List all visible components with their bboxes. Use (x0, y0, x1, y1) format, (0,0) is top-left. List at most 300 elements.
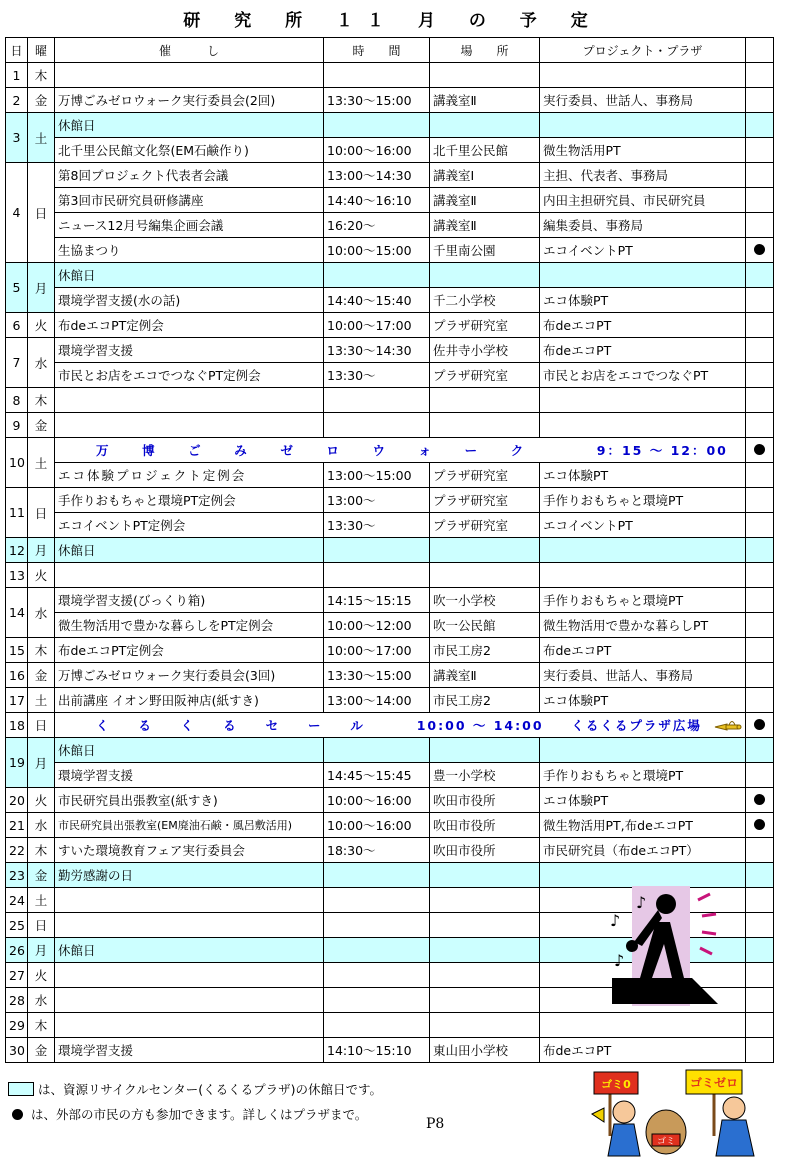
table-row (6, 438, 774, 463)
event-cell: 環境学習支援 (55, 338, 324, 363)
mark-cell (746, 738, 774, 763)
place-cell (430, 538, 540, 563)
banner-time: 10:00 ～ 14:00 (416, 718, 544, 733)
mark-cell (746, 63, 774, 88)
table-row (6, 538, 774, 563)
table-row (6, 88, 774, 113)
header-time: 時 間 (324, 38, 430, 63)
place-cell: 講義室Ⅱ (430, 213, 540, 238)
header-place: 場 所 (430, 38, 540, 63)
banner-char: セ (265, 718, 281, 733)
time-cell: 10:00～17:00 (324, 313, 430, 338)
mark-cell (746, 338, 774, 363)
project-cell: 内田主担研究員、市民研究員 (540, 188, 746, 213)
header-project: プロジェクト・プラザ (540, 38, 746, 63)
table-row (6, 788, 774, 813)
banner-char: く (96, 718, 111, 733)
table-row (6, 188, 774, 213)
place-cell: 講義室Ⅱ (430, 188, 540, 213)
event-cell (55, 413, 324, 438)
table-row (6, 663, 774, 688)
time-cell (324, 113, 430, 138)
time-cell (324, 963, 430, 988)
weekday-cell: 月 (28, 738, 55, 788)
event-cell: 生協まつり (55, 238, 324, 263)
table-row (6, 638, 774, 663)
banner-char: 万 (96, 443, 111, 458)
banner-char: ー (307, 718, 323, 733)
mark-cell (746, 613, 774, 638)
event-cell: 休館日 (55, 738, 324, 763)
place-cell: プラザ研究室 (430, 488, 540, 513)
place-cell (430, 888, 540, 913)
project-cell (540, 738, 746, 763)
mark-cell (746, 913, 774, 938)
event-cell: 環境学習支援 (55, 1038, 324, 1063)
time-cell (324, 863, 430, 888)
weekday-cell: 水 (28, 988, 55, 1013)
table-row (6, 263, 774, 288)
place-cell: 吹田市役所 (430, 788, 540, 813)
project-cell: 布deエコPT (540, 338, 746, 363)
weekday-cell: 日 (28, 913, 55, 938)
event-cell: 勤労感謝の日 (55, 863, 324, 888)
time-cell (324, 888, 430, 913)
time-cell: 13:00～14:30 (324, 163, 430, 188)
project-cell: 微生物活用PT,布deエコPT (540, 813, 746, 838)
event-cell: エコ体験プロジェクト定例会 (55, 463, 324, 488)
banner-char: る (223, 718, 238, 733)
day-cell: 11 (6, 488, 28, 538)
page-number: P8 (426, 1116, 445, 1132)
mark-cell (746, 1013, 774, 1038)
sale-event-banner (55, 713, 746, 738)
legend-holiday (8, 1080, 382, 1098)
event-cell: ニュース12月号編集企画会議 (55, 213, 324, 238)
header-event: 催 し (55, 38, 324, 63)
day-cell: 14 (6, 588, 28, 638)
project-cell: 布deエコPT (540, 1038, 746, 1063)
table-row (6, 613, 774, 638)
day-cell: 22 (6, 838, 28, 863)
event-cell: 市民研究員出張教室(紙すき) (55, 788, 324, 813)
dot-icon (12, 1109, 23, 1120)
sign-left-text: ゴミ0 (601, 1078, 631, 1091)
table-row (6, 63, 774, 88)
table-row (6, 388, 774, 413)
place-cell (430, 413, 540, 438)
banner-char: ク (510, 443, 526, 458)
public-event-mark (746, 438, 774, 463)
svg-text:♪: ♪ (610, 911, 621, 930)
day-cell: 12 (6, 538, 28, 563)
day-cell: 6 (6, 313, 28, 338)
place-cell: プラザ研究室 (430, 363, 540, 388)
place-cell (430, 863, 540, 888)
time-cell (324, 913, 430, 938)
mark-cell (746, 263, 774, 288)
day-cell: 17 (6, 688, 28, 713)
event-cell: 第3回市民研究員研修講座 (55, 188, 324, 213)
mark-cell (746, 488, 774, 513)
table-row (6, 813, 774, 838)
project-cell: 布deエコPT (540, 313, 746, 338)
weekday-cell: 金 (28, 863, 55, 888)
banner-place: くるくるプラザ広場 (571, 718, 702, 733)
project-cell: 市民研究員（布deエコPT） (540, 838, 746, 863)
table-row (6, 338, 774, 363)
time-cell: 16:20～ (324, 213, 430, 238)
time-cell: 13:30～15:00 (324, 663, 430, 688)
holiday-swatch (8, 1082, 34, 1096)
mark-cell (746, 163, 774, 188)
table-row (6, 363, 774, 388)
event-cell (55, 563, 324, 588)
time-cell: 10:00～16:00 (324, 138, 430, 163)
table-row (6, 313, 774, 338)
event-cell: 布deエコPT定例会 (55, 638, 324, 663)
gomi-zero-clipart (588, 1066, 778, 1160)
project-cell: 市民とお店をエコでつなぐPT (540, 363, 746, 388)
event-cell: すいた環境教育フェア実行委員会 (55, 838, 324, 863)
weekday-cell: 木 (28, 638, 55, 663)
table-row (6, 713, 774, 738)
mark-cell (746, 663, 774, 688)
weekday-cell: 金 (28, 88, 55, 113)
weekday-cell: 土 (28, 888, 55, 913)
project-cell: 微生物活用で豊かな暮らしPT (540, 613, 746, 638)
event-cell: エコイベントPT定例会 (55, 513, 324, 538)
event-cell: 微生物活用で豊かな暮らしをPT定例会 (55, 613, 324, 638)
weekday-cell: 火 (28, 313, 55, 338)
banner-char: 博 (142, 443, 157, 458)
event-cell: 休館日 (55, 538, 324, 563)
event-cell: 北千里公民館文化祭(EM石鹸作り) (55, 138, 324, 163)
header-mark (746, 38, 774, 63)
project-cell: エコイベントPT (540, 238, 746, 263)
place-cell (430, 113, 540, 138)
weekday-cell: 木 (28, 388, 55, 413)
walk-event-banner (55, 438, 746, 463)
project-cell (540, 63, 746, 88)
weekday-cell: 木 (28, 838, 55, 863)
banner-char: ォ (418, 443, 434, 458)
place-cell: プラザ研究室 (430, 513, 540, 538)
place-cell: 吹田市役所 (430, 838, 540, 863)
table-row (6, 213, 774, 238)
project-cell: 布deエコPT (540, 638, 746, 663)
time-cell: 13:30～ (324, 363, 430, 388)
weekday-cell: 火 (28, 563, 55, 588)
event-cell: 環境学習支援(水の話) (55, 288, 324, 313)
banner-char: ロ (326, 443, 341, 458)
project-cell: 手作りおもちゃと環境PT (540, 588, 746, 613)
dot-icon (754, 794, 765, 805)
place-cell: 北千里公民館 (430, 138, 540, 163)
event-cell: 市民研究員出張教室(EM廃油石鹸・風呂敷活用) (55, 813, 324, 838)
mark-cell (746, 213, 774, 238)
header-weekday: 曜 (28, 38, 55, 63)
place-cell (430, 388, 540, 413)
mark-cell (746, 288, 774, 313)
mark-cell (746, 963, 774, 988)
weekday-cell: 月 (28, 263, 55, 313)
mark-cell (746, 863, 774, 888)
weekday-cell: 金 (28, 1038, 55, 1063)
day-cell: 26 (6, 938, 28, 963)
time-cell: 14:40～15:40 (324, 288, 430, 313)
mark-cell (746, 313, 774, 338)
time-cell: 13:00～14:00 (324, 688, 430, 713)
project-cell: 編集委員、事務局 (540, 213, 746, 238)
mark-cell (746, 363, 774, 388)
table-row (6, 163, 774, 188)
table-row (6, 463, 774, 488)
public-event-mark (746, 713, 774, 738)
event-cell: 布deエコPT定例会 (55, 313, 324, 338)
mark-cell (746, 763, 774, 788)
table-row (6, 563, 774, 588)
mark-cell (746, 563, 774, 588)
weekday-cell: 金 (28, 663, 55, 688)
banner-time: 9：15 ～ 12：00 (596, 443, 728, 458)
event-cell: 市民とお店をエコでつなぐPT定例会 (55, 363, 324, 388)
project-cell: 手作りおもちゃと環境PT (540, 488, 746, 513)
place-cell: 佐井寺小学校 (430, 338, 540, 363)
dot-icon (754, 244, 765, 255)
day-cell: 4 (6, 163, 28, 263)
weekday-cell: 土 (28, 688, 55, 713)
time-cell: 10:00～16:00 (324, 788, 430, 813)
day-cell: 5 (6, 263, 28, 313)
mark-cell (746, 988, 774, 1013)
header-day: 日 (6, 38, 28, 63)
day-cell: 28 (6, 988, 28, 1013)
time-cell: 14:45～15:45 (324, 763, 430, 788)
place-cell: 市民工房2 (430, 688, 540, 713)
weekday-cell: 木 (28, 63, 55, 88)
time-cell: 14:15～15:15 (324, 588, 430, 613)
time-cell: 13:30～14:30 (324, 338, 430, 363)
weekday-cell: 水 (28, 338, 55, 388)
banner-char: ル (350, 718, 365, 733)
legend-public (8, 1105, 367, 1123)
time-cell (324, 63, 430, 88)
table-row (6, 738, 774, 763)
time-cell (324, 538, 430, 563)
mark-cell (746, 388, 774, 413)
time-cell: 13:30～15:00 (324, 88, 430, 113)
place-cell: 吹田市役所 (430, 813, 540, 838)
day-cell: 18 (6, 713, 28, 738)
time-cell: 10:00～15:00 (324, 238, 430, 263)
project-cell: 主担、代表者、事務局 (540, 163, 746, 188)
trumpet-icon (713, 715, 743, 735)
project-cell (540, 388, 746, 413)
event-cell: 休館日 (55, 113, 324, 138)
time-cell (324, 738, 430, 763)
table-row (6, 113, 774, 138)
time-cell (324, 388, 430, 413)
weekday-cell: 水 (28, 588, 55, 638)
place-cell: 講義室Ⅰ (430, 163, 540, 188)
time-cell: 10:00～17:00 (324, 638, 430, 663)
weekday-cell: 火 (28, 788, 55, 813)
place-cell (430, 963, 540, 988)
time-cell (324, 563, 430, 588)
day-cell: 13 (6, 563, 28, 588)
day-cell: 16 (6, 663, 28, 688)
project-cell: エコ体験PT (540, 288, 746, 313)
weekday-cell: 日 (28, 488, 55, 538)
project-cell: 実行委員、世話人、事務局 (540, 88, 746, 113)
time-cell (324, 263, 430, 288)
time-cell: 13:00～ (324, 488, 430, 513)
dot-icon (754, 719, 765, 730)
day-cell: 10 (6, 438, 28, 488)
mark-cell (746, 463, 774, 488)
mark-cell (746, 113, 774, 138)
day-cell: 19 (6, 738, 28, 788)
project-cell: 実行委員、世話人、事務局 (540, 663, 746, 688)
day-cell: 9 (6, 413, 28, 438)
day-cell: 24 (6, 888, 28, 913)
public-event-mark (746, 813, 774, 838)
day-cell: 2 (6, 88, 28, 113)
mark-cell (746, 538, 774, 563)
event-cell: 環境学習支援 (55, 763, 324, 788)
weekday-cell: 月 (28, 938, 55, 963)
weekday-cell: 水 (28, 813, 55, 838)
weekday-cell: 土 (28, 113, 55, 163)
event-cell: 環境学習支援(びっくり箱) (55, 588, 324, 613)
place-cell: 吹一公民館 (430, 613, 540, 638)
place-cell (430, 938, 540, 963)
weekday-cell: 金 (28, 413, 55, 438)
table-row (6, 763, 774, 788)
project-cell (540, 563, 746, 588)
project-cell (540, 1013, 746, 1038)
table-row (6, 488, 774, 513)
weekday-cell: 月 (28, 538, 55, 563)
mark-cell (746, 138, 774, 163)
saxophone-player-clipart (606, 882, 724, 1008)
event-cell: 休館日 (55, 263, 324, 288)
mark-cell (746, 688, 774, 713)
day-cell: 21 (6, 813, 28, 838)
mark-cell (746, 938, 774, 963)
event-cell (55, 888, 324, 913)
place-cell: 千二小学校 (430, 288, 540, 313)
bag-label: ゴミ (656, 1137, 676, 1147)
place-cell: プラザ研究室 (430, 313, 540, 338)
project-cell (540, 113, 746, 138)
place-cell: 東山田小学校 (430, 1038, 540, 1063)
table-row (6, 838, 774, 863)
event-cell (55, 988, 324, 1013)
time-cell: 10:00～16:00 (324, 813, 430, 838)
table-row (6, 413, 774, 438)
table-row (6, 238, 774, 263)
place-cell (430, 988, 540, 1013)
legend-holiday-text: は、資源リサイクルセンター(くるくるプラザ)の休館日です。 (38, 1082, 383, 1097)
place-cell: 千里南公園 (430, 238, 540, 263)
public-event-mark (746, 788, 774, 813)
day-cell: 1 (6, 63, 28, 88)
time-cell (324, 1013, 430, 1038)
day-cell: 25 (6, 913, 28, 938)
dot-icon (754, 819, 765, 830)
event-cell: 第8回プロジェクト代表者会議 (55, 163, 324, 188)
place-cell (430, 63, 540, 88)
event-cell (55, 963, 324, 988)
place-cell (430, 263, 540, 288)
banner-char: み (234, 443, 249, 458)
event-cell: 万博ごみゼロウォーク実行委員会(3回) (55, 663, 324, 688)
day-cell: 23 (6, 863, 28, 888)
mark-cell (746, 888, 774, 913)
project-cell: エコ体験PT (540, 688, 746, 713)
table-row (6, 513, 774, 538)
place-cell: 講義室Ⅱ (430, 663, 540, 688)
project-cell (540, 538, 746, 563)
banner-char: く (180, 718, 196, 733)
place-cell: 豊一小学校 (430, 763, 540, 788)
table-row (6, 588, 774, 613)
mark-cell (746, 1038, 774, 1063)
place-cell (430, 738, 540, 763)
banner-char: ゼ (280, 443, 295, 458)
table-row (6, 1038, 774, 1063)
time-cell: 18:30～ (324, 838, 430, 863)
day-cell: 30 (6, 1038, 28, 1063)
weekday-cell: 木 (28, 1013, 55, 1038)
table-row (6, 138, 774, 163)
time-cell (324, 413, 430, 438)
table-row (6, 288, 774, 313)
project-cell: エコイベントPT (540, 513, 746, 538)
project-cell: 手作りおもちゃと環境PT (540, 763, 746, 788)
event-cell (55, 63, 324, 88)
time-cell (324, 988, 430, 1013)
weekday-cell: 火 (28, 963, 55, 988)
day-cell: 27 (6, 963, 28, 988)
day-cell: 29 (6, 1013, 28, 1038)
place-cell (430, 913, 540, 938)
place-cell: プラザ研究室 (430, 463, 540, 488)
event-cell (55, 913, 324, 938)
place-cell: 吹一小学校 (430, 588, 540, 613)
mark-cell (746, 513, 774, 538)
weekday-cell: 土 (28, 438, 55, 488)
mark-cell (746, 638, 774, 663)
weekday-cell: 日 (28, 713, 55, 738)
project-cell: エコ体験PT (540, 463, 746, 488)
time-cell (324, 938, 430, 963)
project-cell: 微生物活用PT (540, 138, 746, 163)
time-cell: 13:30～ (324, 513, 430, 538)
table-row (6, 1013, 774, 1038)
event-cell (55, 1013, 324, 1038)
day-cell: 15 (6, 638, 28, 663)
legend-public-text: は、外部の市民の方も参加できます。詳しくはプラザまで。 (31, 1107, 368, 1122)
place-cell (430, 563, 540, 588)
place-cell (430, 1013, 540, 1038)
day-cell: 20 (6, 788, 28, 813)
sign-right-text: ゴミゼロ (689, 1076, 739, 1090)
svg-text:♪: ♪ (614, 951, 625, 970)
svg-text:♪: ♪ (636, 893, 647, 912)
